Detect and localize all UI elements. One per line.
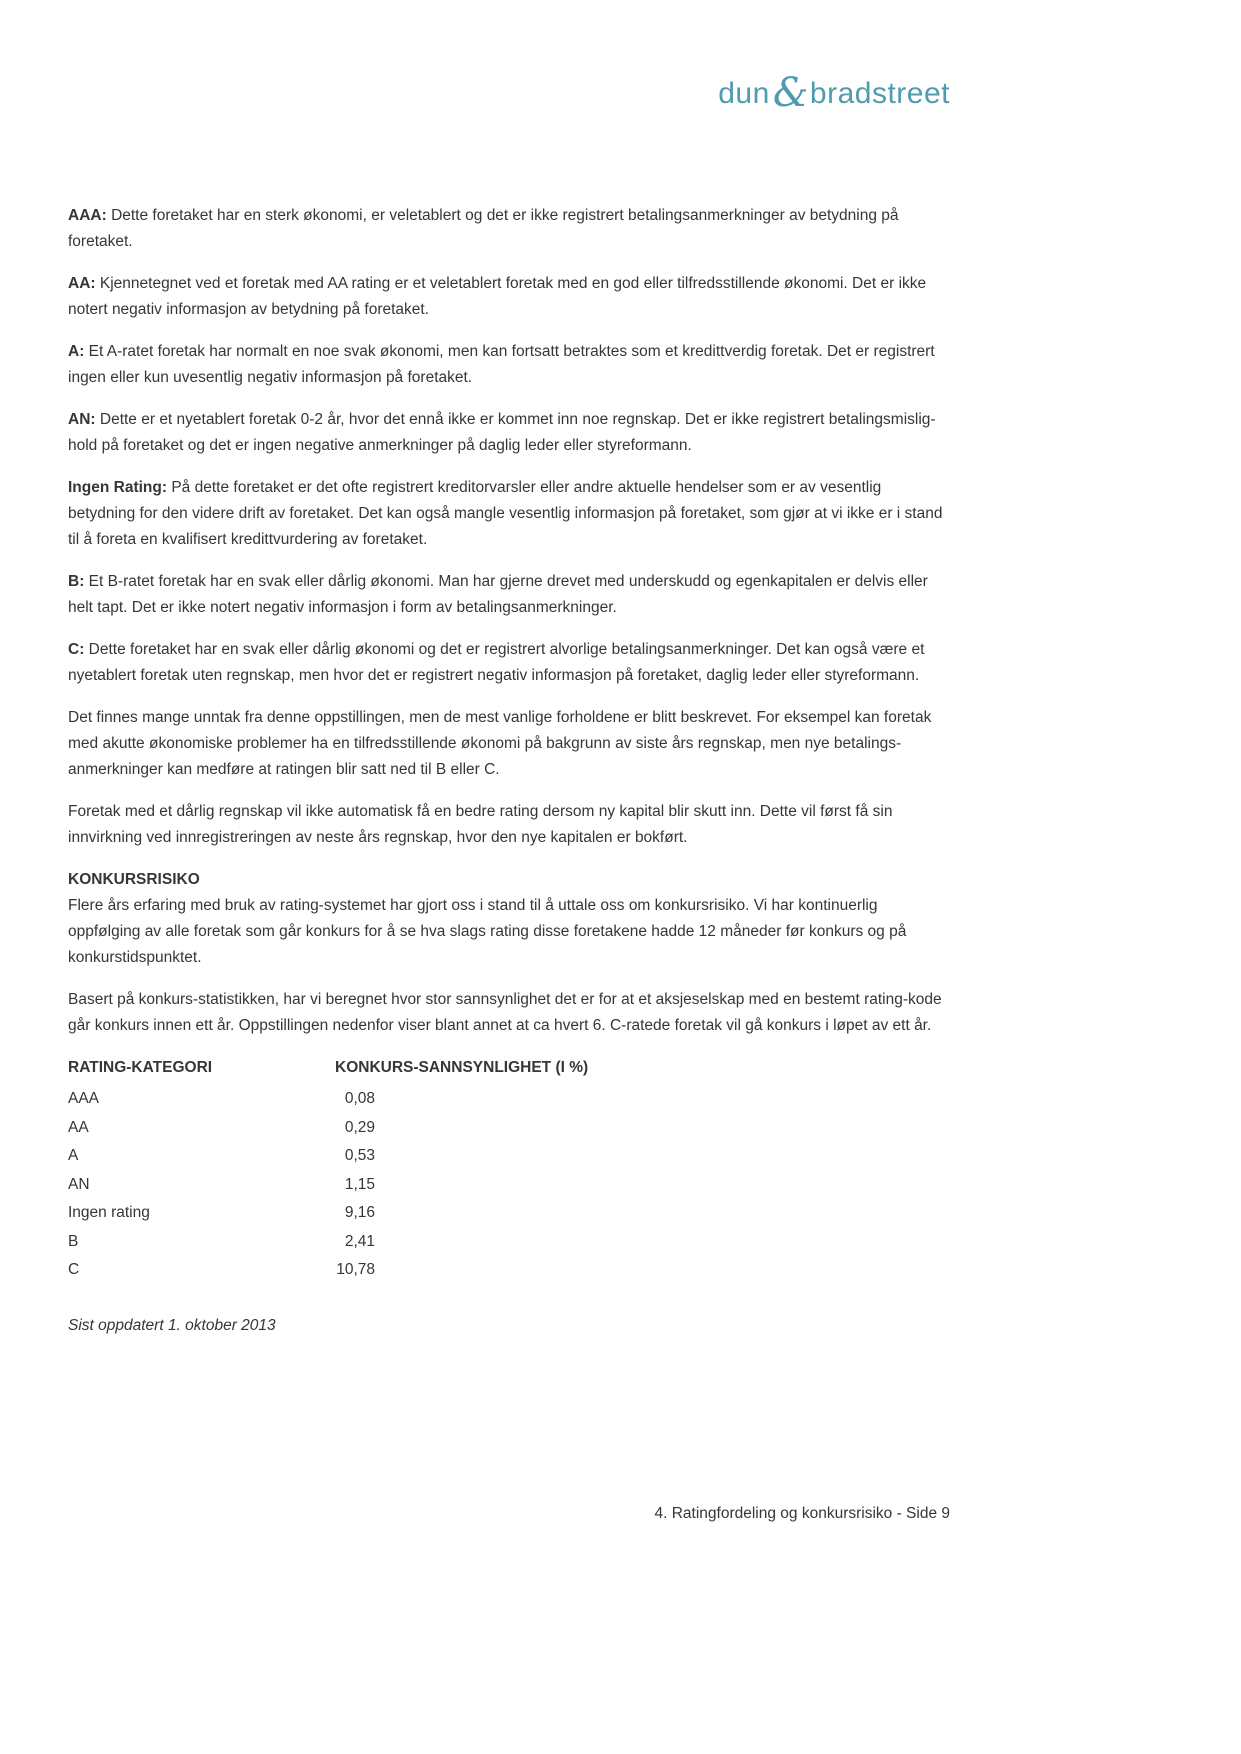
table-row [68,1228,952,1257]
table-cell-value: 0,08 [344,1090,375,1107]
table-cell-category: Ingen rating [68,1204,150,1221]
table-header-konkurs-sannsynlighet: KONKURS-SANNSYNLIGHET (I %) [335,1059,589,1076]
logo-ampersand-icon: & [772,70,809,116]
table-row [68,1142,952,1171]
rating-label-aa: AA: [68,275,96,292]
table-row [68,1256,952,1285]
rating-definition-an [68,407,952,459]
paragraph-new-capital: Foretak med et dårlig regnskap vil ikke automatisk få en bedre rating dersom ny kapital blir skutt inn. Dette vil først få sin innvirkning ved innregistreringen av neste års regnskap, hvor den nye kapitalen er bokført. [68,803,893,846]
rating-label-b: B: [68,573,85,590]
table-cell-value: 0,29 [344,1118,375,1136]
table-cell-category: AAA [68,1090,100,1107]
rating-definition-b [68,569,952,621]
table-row [68,1171,952,1200]
table-cell-value: 2,41 [344,1232,375,1250]
konkursrisiko-paragraph-2: Basert på konkurs-statistikken, har vi beregnet hvor stor sannsynlighet det er for at et aksjeselskap med en bestemt rating-kode går konkurs innen ett år. Oppstillingen nedenfor viser blant annet at ca hvert 6. C-ratede foretak vil gå konkurs i løpet av ett år. [68,991,942,1034]
rating-definition-ingen-rating [68,475,952,553]
rating-label-ingen-rating: Ingen Rating: [68,479,168,496]
bankruptcy-probability-table [68,1055,952,1285]
dnb-logo [718,70,950,116]
rating-label-c: C: [68,641,85,658]
table-row [68,1085,952,1114]
rating-label-a: A: [68,343,85,360]
rating-text-aaa: Dette foretaket har en sterk økonomi, er veletablert og det er ikke registrert betalingsanmerkninger av betydning på foretaket. [68,207,899,250]
logo-dun: dun [718,77,770,110]
table-cell-category: AN [68,1175,90,1193]
rating-label-aaa: AAA: [68,207,107,224]
table-header-row [68,1055,952,1081]
rating-text-b: Et B-ratet foretak har en svak eller dårlig økonomi. Man har gjerne drevet med underskudd og egenkapitalen er delvis eller helt tapt. Det er ikke notert negativ informasjon i form av betalingsanmerkninger. [68,573,928,616]
table-row [68,1114,952,1143]
konkursrisiko-paragraph-1: Flere års erfaring med bruk av rating-systemet har gjort oss i stand til å uttale oss om konkursrisiko. Vi har kontinuerlig oppfølging av alle foretak som går konkurs for å se hva slags rating disse foretakene hadde 12 måneder før konkurs og på konkurstidspunktet. [68,897,907,966]
table-cell-value: 9,16 [344,1204,375,1221]
logo-bradstreet: bradstreet [809,77,950,110]
rating-definition-aaa [68,203,952,255]
last-updated-note: Sist oppdatert 1. oktober 2013 [68,1316,276,1334]
table-cell-value: 1,15 [344,1175,375,1193]
table-cell-value: 10,78 [336,1261,375,1278]
section-heading-konkursrisiko: KONKURSRISIKO [68,871,200,888]
table-header-rating-kategori: RATING-KATEGORI [68,1059,213,1076]
rating-definition-c [68,637,952,689]
rating-definition-aa [68,271,952,323]
table-cell-value: 0,53 [344,1147,375,1164]
rating-text-an: Dette er et nyetablert foretak 0-2 år, hvor det ennå ikke er kommet inn noe regnskap. Det er ikke registrert betalingsmislig- hold på foretaket og det er ingen negative anmerkninger på daglig leder eller styreformann. [68,411,936,454]
paragraph-exceptions: Det finnes mange unntak fra denne oppstillingen, men de mest vanlige forholdene er blitt beskrevet. For eksempel kan foretak med akutte økonomiske problemer ha en tilfredsstillende økonomi på bakgrunn av siste års regnskap, men nye betalings- anmerkninger kan medføre at ratingen blir satt ned til B eller C. [68,709,932,778]
table-row [68,1199,952,1228]
rating-text-ingen-rating: På dette foretaket er det ofte registrert kreditorvarsler eller andre aktuelle hendelser som er av vesentlig betydning for den videre drift av foretaket. Det kan også mangle vesentlig informasjon på foretaket, som gjør at vi ikke er i stand til å foreta en kvalifisert kredittvurdering av foretaket. [68,479,943,548]
rating-label-an: AN: [68,411,96,428]
table-cell-category: B [68,1232,79,1250]
document-body [68,203,952,1339]
rating-text-aa: Kjennetegnet ved et foretak med AA rating er et veletablert foretak med en god eller tilfredsstillende økonomi. Det er ikke notert negativ informasjon av betydning på foretaket. [68,275,927,318]
rating-text-c: Dette foretaket har en svak eller dårlig økonomi og det er registrert alvorlige betalingsanmerkninger. Det kan også være et nyetablert foretak uten regnskap, men hvor det er registrert negativ informasjon på foretaket, daglig leder eller styreformann. [68,641,925,684]
rating-definition-a [68,339,952,391]
page-footer: 4. Ratingfordeling og konkursrisiko - Side 9 [654,1505,950,1522]
table-cell-category: C [68,1261,80,1278]
rating-text-a: Et A-ratet foretak har normalt en noe svak økonomi, men kan fortsatt betraktes som et kredittverdig foretak. Det er registrert ingen eller kun uvesentlig negativ informasjon på foretaket. [68,343,935,386]
table-cell-category: AA [68,1118,89,1136]
table-cell-category: A [68,1147,79,1164]
